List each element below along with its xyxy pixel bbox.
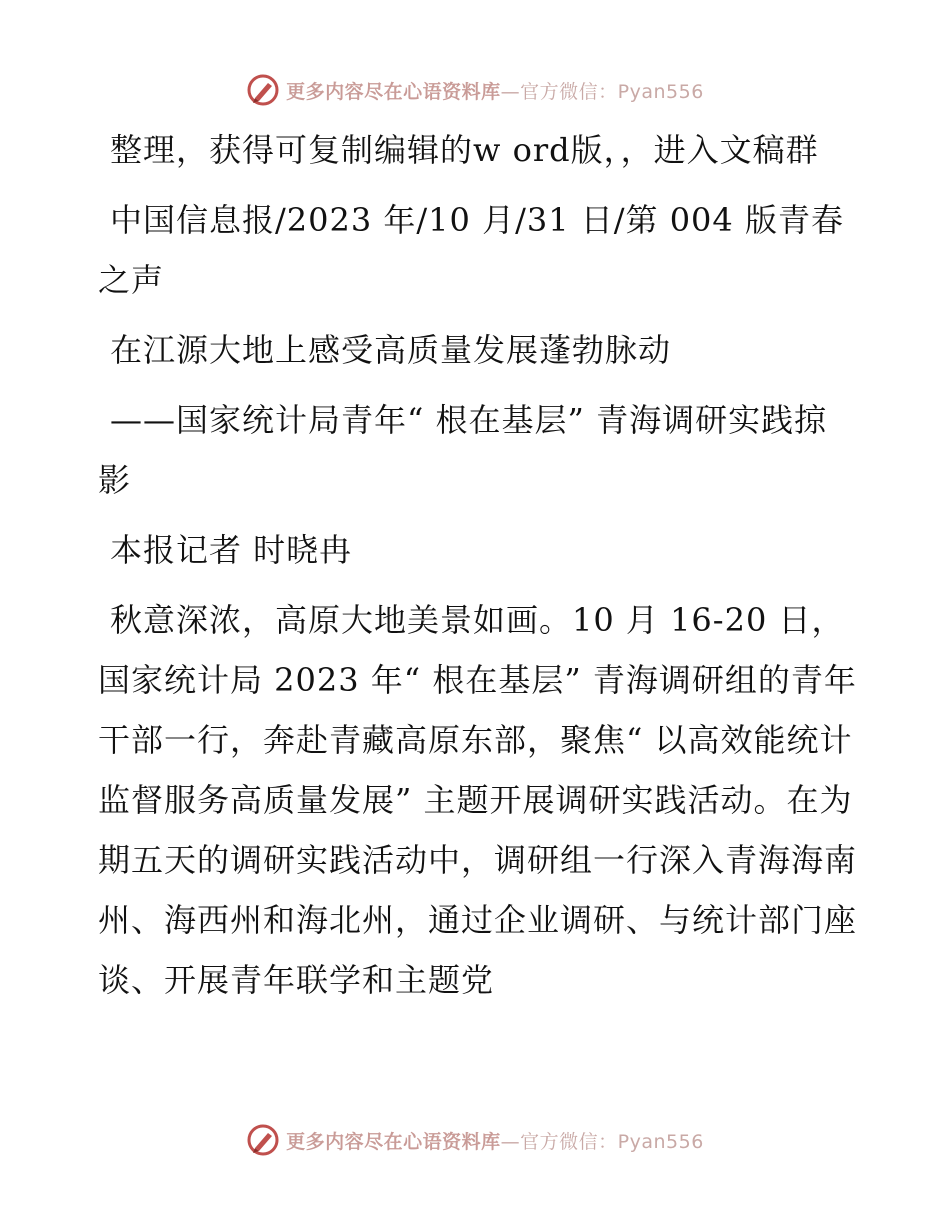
watermark-brand: 更多内容尽在心语资料库 [286, 1130, 501, 1153]
watermark-dash: — [500, 80, 521, 103]
watermark-header [0, 70, 950, 110]
watermark-dash: — [500, 1130, 521, 1153]
article-paragraph: 秋意深浓，高原大地美景如画。10 月 16-20 日，国家统计局 2023 年“ 根在基层” 青海调研组的青年干部一行，奔赴青藏高原东部，聚焦“ 以高效能统计监督服务高质量发展” 主题开展调研实践活动。在为期五天的调研实践活动中，调研组一行深入青海海南州、海西州和海北州，通过企业调研、与统计部门座谈、开展青年联学和主题党 [98, 601, 858, 999]
watermark-suffix: 官方微信：Pyan556 [520, 80, 704, 103]
watermark-suffix: 官方微信：Pyan556 [520, 1130, 704, 1153]
article-subtitle: ——国家统计局青年“ 根在基层” 青海调研实践掠影 [98, 401, 828, 499]
pen-logo-icon [246, 1123, 280, 1157]
article-byline: 本报记者 时晓冉 [110, 531, 353, 569]
paragraph-source: 中国信息报/2023 年/10 月/31 日/第 004 版青春之声 [98, 201, 844, 299]
paragraph-intro: 整理，获得可复制编辑的w ord版，，进入文稿群 [110, 131, 819, 169]
pen-logo-icon [246, 73, 280, 107]
article-title: 在江源大地上感受高质量发展蓬勃脉动 [110, 331, 672, 369]
watermark-brand: 更多内容尽在心语资料库 [286, 80, 501, 103]
document-body [98, 120, 858, 1020]
watermark-footer [0, 1120, 950, 1160]
watermark-text [286, 77, 704, 104]
watermark-text [286, 1127, 704, 1154]
